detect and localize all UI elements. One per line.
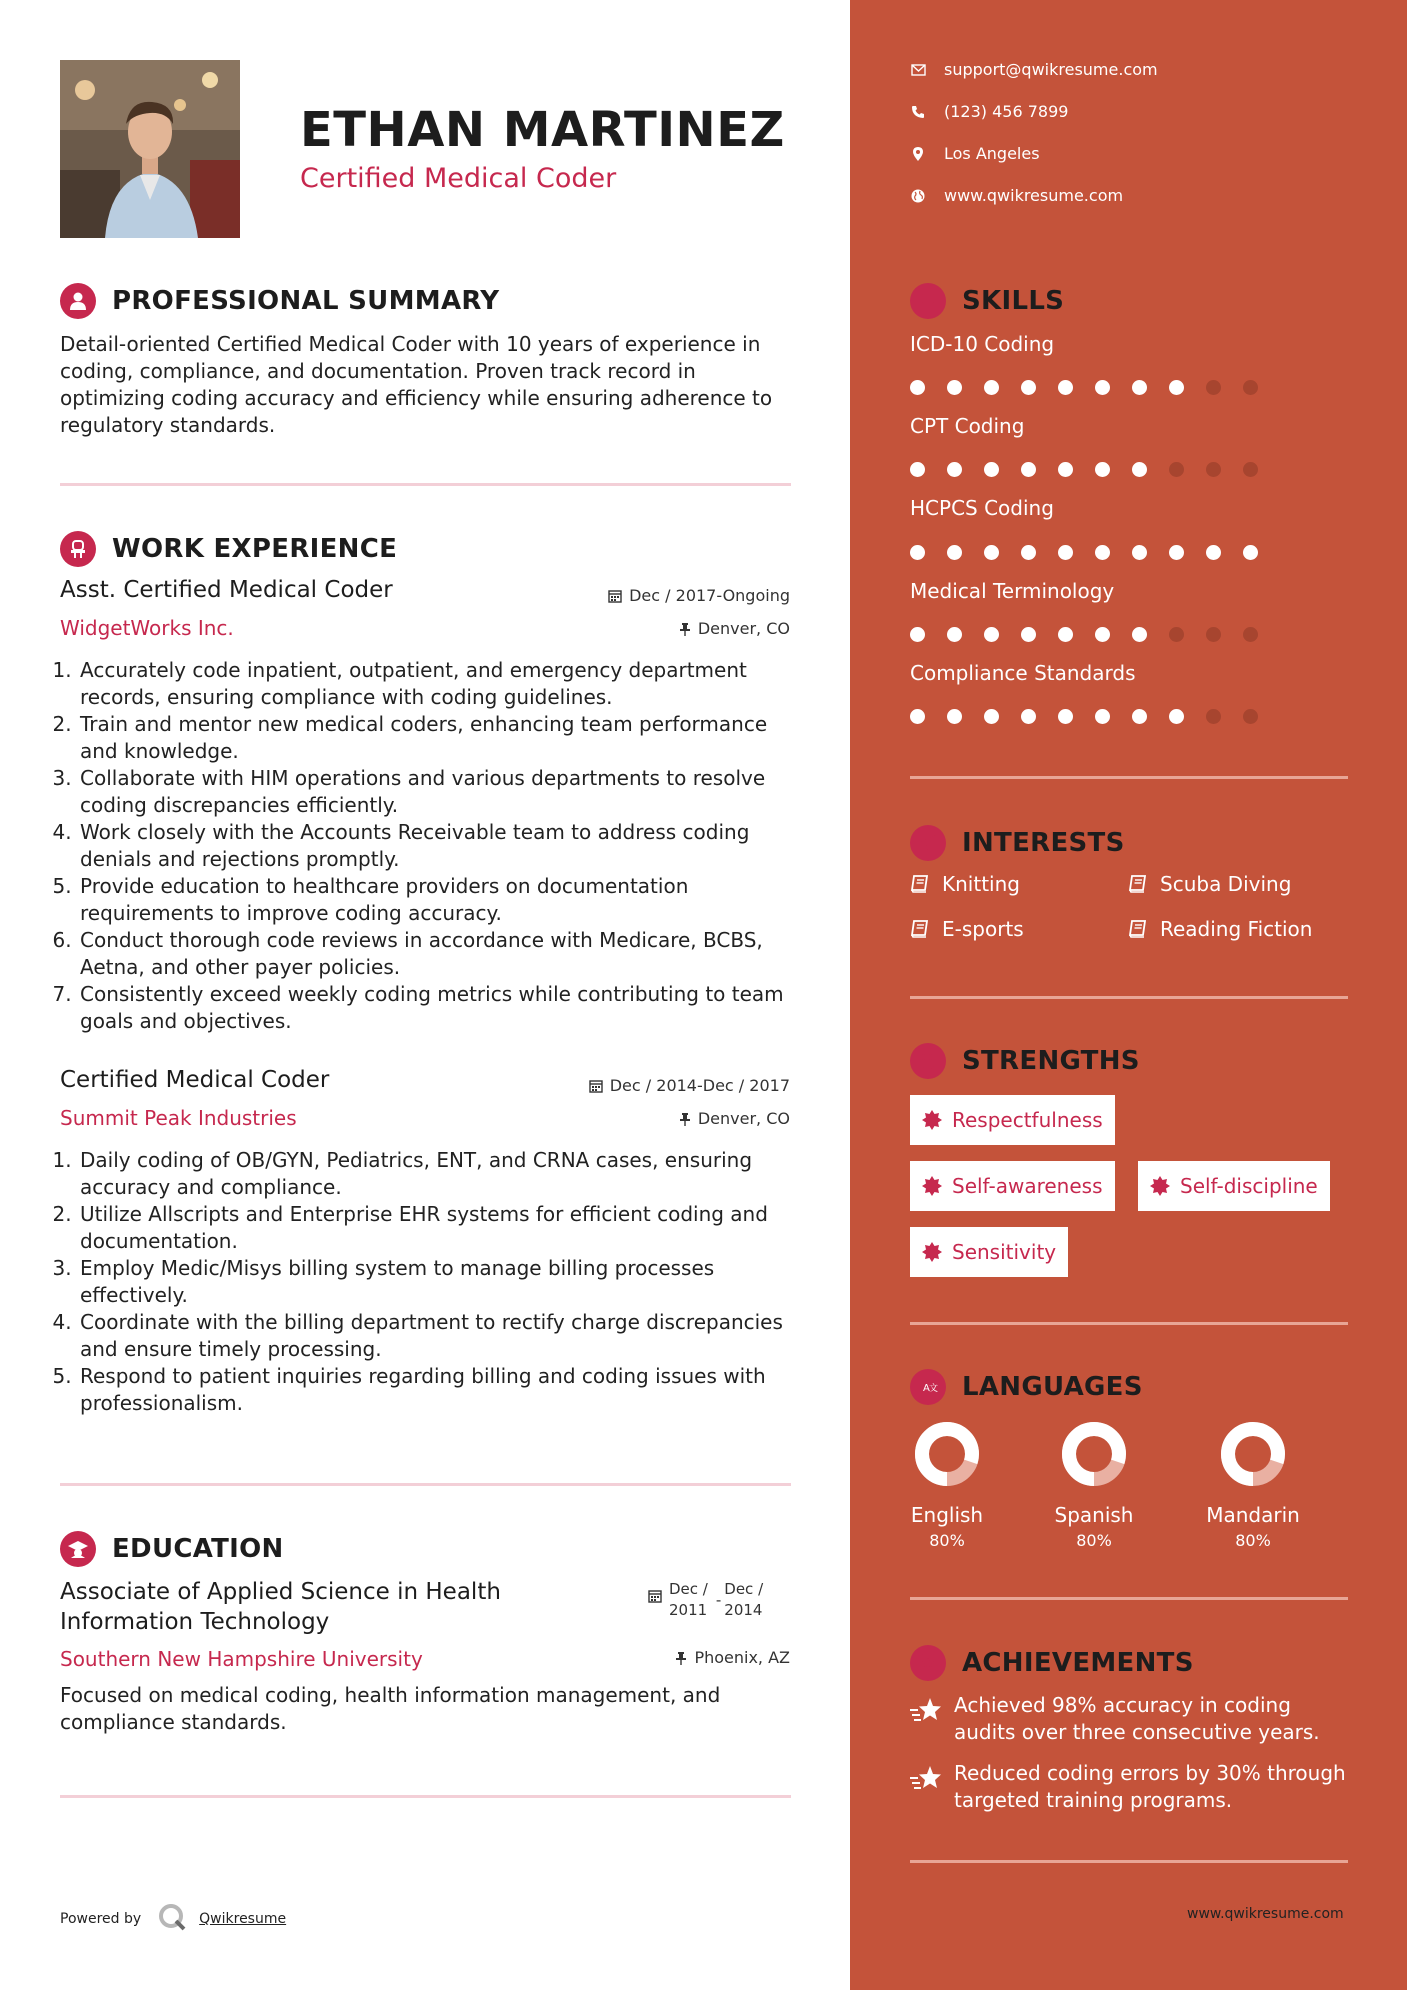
skill-dot-filled xyxy=(910,462,925,477)
list-item: 3. Employ Medic/Misys billing system to manage billing processes effectively. xyxy=(78,1255,805,1309)
shooting-star-icon xyxy=(910,1696,942,1724)
edu-date-separator: - xyxy=(715,1591,722,1609)
strength-badge xyxy=(910,1227,1068,1277)
achievement-item xyxy=(910,1692,1350,1746)
svg-text:A: A xyxy=(923,1383,930,1394)
skill-dot-filled xyxy=(1058,545,1073,560)
envelope-icon xyxy=(910,62,926,78)
certificate-icon xyxy=(922,1242,942,1262)
education-heading: EDUCATION xyxy=(112,1534,284,1564)
lightbulb-icon xyxy=(910,283,946,319)
job-1-date-text: Dec / 2017-Ongoing xyxy=(629,586,790,605)
education-description: Focused on medical coding, health information management, and compliance standards. xyxy=(60,1683,721,1734)
calendar-icon xyxy=(648,1589,662,1603)
language-ring xyxy=(1220,1421,1286,1487)
strengths-header xyxy=(910,1043,1140,1079)
education-location-text: Phoenix, AZ xyxy=(694,1648,790,1667)
book-icon xyxy=(910,920,930,938)
education-header xyxy=(60,1531,284,1567)
skill-dot-filled xyxy=(910,709,925,724)
footer-website[interactable]: www.qwikresume.com xyxy=(1187,1906,1344,1922)
shooting-star-icon xyxy=(910,1764,942,1792)
strength-label: Self-discipline xyxy=(1180,1174,1318,1198)
calendar-icon xyxy=(589,1079,603,1093)
skill-dot-filled xyxy=(1095,709,1110,724)
skill-dot-filled xyxy=(947,627,962,642)
map-marker-icon xyxy=(910,146,926,162)
skills-heading: SKILLS xyxy=(962,286,1065,316)
achievement-item xyxy=(910,1760,1350,1814)
degree: Associate of Applied Science in Health Information Technology xyxy=(60,1579,501,1635)
skill-dot-filled xyxy=(1095,627,1110,642)
location-text: Los Angeles xyxy=(944,144,1040,163)
skill-dot-filled xyxy=(1169,709,1184,724)
skill-dot-empty xyxy=(1169,627,1184,642)
list-item: 2. Utilize Allscripts and Enterprise EHR systems for efficient coding and documentation. xyxy=(78,1201,805,1255)
interest-item xyxy=(1128,917,1312,941)
list-item: 5. Provide education to healthcare providers on documentation requirements to improve coding accuracy. xyxy=(78,873,805,927)
strength-label: Respectfulness xyxy=(952,1108,1103,1132)
skill-dot-filled xyxy=(910,380,925,395)
skill-level-2 xyxy=(910,545,1280,560)
experience-heading: WORK EXPERIENCE xyxy=(112,534,398,564)
skill-dot-filled xyxy=(1021,627,1036,642)
strength-label: Self-awareness xyxy=(952,1174,1103,1198)
skills-header xyxy=(910,283,1064,319)
edu-start-month: Dec / xyxy=(669,1580,708,1598)
strength-label: Sensitivity xyxy=(952,1240,1057,1264)
achievement-text: Achieved 98% accuracy in coding audits over three consecutive years. xyxy=(954,1693,1320,1744)
skill-dot-empty xyxy=(1206,627,1221,642)
language-name: English xyxy=(910,1503,984,1527)
powered-by xyxy=(60,1902,286,1936)
calendar-icon xyxy=(608,589,622,603)
skill-name: ICD-10 Coding xyxy=(910,332,1055,356)
skill-dot-filled xyxy=(984,545,999,560)
education-date xyxy=(648,1579,763,1621)
skill-name: Medical Terminology xyxy=(910,579,1115,603)
interest-label: E-sports xyxy=(942,917,1024,941)
pin-icon xyxy=(675,1651,687,1665)
job-1-company: WidgetWorks Inc. xyxy=(60,616,234,640)
phone-text: (123) 456 7899 xyxy=(944,102,1069,121)
divider xyxy=(60,1795,791,1798)
email-text: support@qwikresume.com xyxy=(944,60,1158,79)
summary-header xyxy=(60,283,499,319)
skill-dot-filled xyxy=(1132,627,1147,642)
job-1-location-text: Denver, CO xyxy=(697,619,790,638)
skill-dot-filled xyxy=(910,545,925,560)
skill-dot-filled xyxy=(1169,545,1184,560)
skill-dot-filled xyxy=(984,709,999,724)
list-item: 5. Respond to patient inquiries regarding billing and coding issues with professionalism. xyxy=(78,1363,805,1417)
divider xyxy=(910,996,1348,999)
skill-dot-filled xyxy=(1058,380,1073,395)
contact-location xyxy=(910,144,1040,163)
skill-dot-filled xyxy=(1058,627,1073,642)
divider xyxy=(60,1483,791,1486)
skill-level-1 xyxy=(910,462,1280,477)
language-name: Spanish xyxy=(1054,1503,1134,1527)
skill-dot-filled xyxy=(1132,709,1147,724)
skill-dot-empty xyxy=(1169,462,1184,477)
skill-dot-filled xyxy=(1132,462,1147,477)
school: Southern New Hampshire University xyxy=(60,1647,423,1671)
certificate-icon xyxy=(922,1176,942,1196)
book-icon xyxy=(1128,920,1148,938)
contact-website[interactable] xyxy=(910,186,1123,205)
divider xyxy=(60,483,791,486)
job-2-role: Certified Medical Coder xyxy=(60,1067,330,1093)
skill-dot-filled xyxy=(1021,380,1036,395)
candidate-title: Certified Medical Coder xyxy=(300,163,617,194)
language-name: Mandarin xyxy=(1206,1503,1300,1527)
svg-text:文: 文 xyxy=(929,1384,939,1394)
powered-by-label: Powered by xyxy=(60,1911,142,1927)
interest-item xyxy=(910,917,1024,941)
strength-badge xyxy=(1138,1161,1330,1211)
interests-heading: INTERESTS xyxy=(962,828,1125,858)
strength-badge xyxy=(910,1095,1115,1145)
job-2-bullets xyxy=(60,1147,805,1417)
job-2-location xyxy=(679,1109,790,1128)
job-2-company: Summit Peak Industries xyxy=(60,1106,297,1130)
divider xyxy=(910,776,1348,779)
skill-dot-filled xyxy=(1021,462,1036,477)
list-item: 2. Train and mentor new medical coders, enhancing team performance and knowledge. xyxy=(78,711,805,765)
skill-dot-filled xyxy=(1021,709,1036,724)
skill-dot-empty xyxy=(1243,380,1258,395)
skill-dot-filled xyxy=(1095,545,1110,560)
qwikresume-link[interactable]: Qwikresume xyxy=(199,1911,287,1927)
user-icon xyxy=(60,283,96,319)
languages-heading: LANGUAGES xyxy=(962,1372,1143,1402)
skill-dot-filled xyxy=(1095,380,1110,395)
graduation-cap-icon xyxy=(60,1531,96,1567)
job-2-date-text: Dec / 2014-Dec / 2017 xyxy=(609,1076,790,1095)
list-item: 4. Work closely with the Accounts Receivable team to address coding denials and rejections promptly. xyxy=(78,819,805,873)
language-item xyxy=(892,1421,1002,1550)
skill-dot-filled xyxy=(984,462,999,477)
job-2-date xyxy=(589,1076,790,1095)
experience-header xyxy=(60,531,397,567)
skill-dot-empty xyxy=(1206,709,1221,724)
list-item: 4. Coordinate with the billing department to rectify charge discrepancies and ensure timely processing. xyxy=(78,1309,805,1363)
skill-dot-filled xyxy=(947,462,962,477)
achievement-text: Reduced coding errors by 30% through targeted training programs. xyxy=(954,1761,1346,1812)
globe-icon xyxy=(910,188,926,204)
phone-icon xyxy=(910,104,926,120)
profile-photo xyxy=(60,60,240,238)
skill-dot-filled xyxy=(1206,545,1221,560)
star-icon xyxy=(910,1645,946,1681)
skill-name: HCPCS Coding xyxy=(910,496,1054,520)
list-item: 1. Daily coding of OB/GYN, Pediatrics, ENT, and CRNA cases, ensuring accuracy and compliance. xyxy=(78,1147,805,1201)
skill-dot-filled xyxy=(1132,380,1147,395)
skill-dot-filled xyxy=(1021,545,1036,560)
edu-end-year: 2014 xyxy=(724,1601,763,1619)
skill-dot-filled xyxy=(947,709,962,724)
job-1-location xyxy=(679,619,790,638)
list-item: 7. Consistently exceed weekly coding metrics while contributing to team goals and objectives. xyxy=(78,981,805,1035)
candidate-name: ETHAN MARTINEZ xyxy=(300,102,785,158)
qwikresume-logo-icon xyxy=(157,1902,187,1936)
contact-email[interactable] xyxy=(910,60,1158,79)
language-icon xyxy=(910,1369,946,1405)
skill-dot-filled xyxy=(1058,709,1073,724)
summary-heading: PROFESSIONAL SUMMARY xyxy=(112,286,500,316)
divider xyxy=(910,1322,1348,1325)
certificate-icon xyxy=(1150,1176,1170,1196)
skill-dot-empty xyxy=(1243,709,1258,724)
skill-dot-filled xyxy=(984,627,999,642)
skill-level-3 xyxy=(910,627,1280,642)
edu-end-month: Dec / xyxy=(724,1580,764,1598)
language-ring xyxy=(914,1421,980,1487)
website-text: www.qwikresume.com xyxy=(944,186,1124,205)
skill-dot-filled xyxy=(1243,545,1258,560)
fist-icon xyxy=(910,1043,946,1079)
skill-name: Compliance Standards xyxy=(910,661,1136,685)
list-item: 1. Accurately code inpatient, outpatient, and emergency department records, ensuring compliance with coding guidelines. xyxy=(78,657,805,711)
interest-label: Reading Fiction xyxy=(1160,917,1313,941)
contact-phone[interactable] xyxy=(910,102,1068,121)
divider xyxy=(910,1597,1348,1600)
summary-text: Detail-oriented Certified Medical Coder with 10 years of experience in coding, compliance, and documentation. Proven track record in optimizing coding accuracy and efficiency while ensuring adherence to regulatory standards. xyxy=(60,332,773,437)
language-percent: 80% xyxy=(1235,1531,1271,1550)
interest-item xyxy=(1128,872,1291,896)
divider xyxy=(910,1860,1348,1863)
job-1-role: Asst. Certified Medical Coder xyxy=(60,577,393,603)
strengths-heading: STRENGTHS xyxy=(962,1046,1140,1076)
skill-dot-filled xyxy=(910,627,925,642)
skill-dot-filled xyxy=(947,380,962,395)
skill-name: CPT Coding xyxy=(910,414,1025,438)
skill-dot-filled xyxy=(947,545,962,560)
interest-label: Knitting xyxy=(942,872,1020,896)
skill-dot-filled xyxy=(1169,380,1184,395)
skill-dot-empty xyxy=(1206,380,1221,395)
language-item xyxy=(1198,1421,1308,1550)
skill-dot-filled xyxy=(1095,462,1110,477)
interest-item xyxy=(910,872,1020,896)
edu-start-year: 2011 xyxy=(669,1601,708,1619)
skill-dot-empty xyxy=(1243,627,1258,642)
skill-level-0 xyxy=(910,380,1280,395)
skill-dot-filled xyxy=(984,380,999,395)
language-item xyxy=(1039,1421,1149,1550)
skill-dot-empty xyxy=(1243,462,1258,477)
interest-label: Scuba Diving xyxy=(1160,872,1292,896)
language-ring xyxy=(1061,1421,1127,1487)
skill-level-4 xyxy=(910,709,1280,724)
language-percent: 80% xyxy=(929,1531,965,1550)
list-item: 6. Conduct thorough code reviews in accordance with Medicare, BCBS, Aetna, and other payer policies. xyxy=(78,927,805,981)
book-icon xyxy=(1128,875,1148,893)
book-icon xyxy=(910,875,930,893)
job-1-bullets xyxy=(60,657,805,1035)
skill-dot-empty xyxy=(1206,462,1221,477)
job-1-date xyxy=(608,586,790,605)
list-item: 3. Collaborate with HIM operations and various departments to resolve coding discrepancies efficiently. xyxy=(78,765,805,819)
achievements-heading: ACHIEVEMENTS xyxy=(962,1648,1194,1678)
pin-icon xyxy=(679,622,691,636)
strength-badge xyxy=(910,1161,1115,1211)
languages-header xyxy=(910,1369,1143,1405)
briefcase-icon xyxy=(60,531,96,567)
skill-dot-filled xyxy=(1132,545,1147,560)
achievements-header xyxy=(910,1645,1194,1681)
language-percent: 80% xyxy=(1076,1531,1112,1550)
skill-dot-filled xyxy=(1058,462,1073,477)
paper-plane-icon xyxy=(910,825,946,861)
job-2-location-text: Denver, CO xyxy=(697,1109,790,1128)
interests-header xyxy=(910,825,1125,861)
education-location xyxy=(675,1648,790,1667)
certificate-icon xyxy=(922,1110,942,1130)
pin-icon xyxy=(679,1112,691,1126)
